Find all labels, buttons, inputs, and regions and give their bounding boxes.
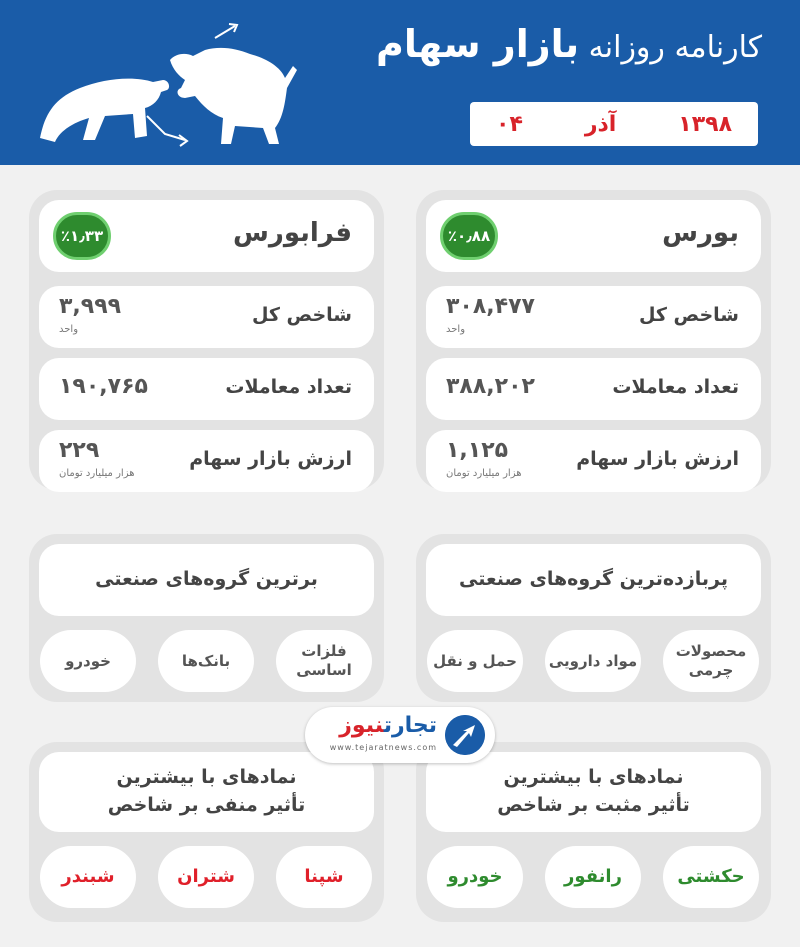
group-item: محصولات چرمی	[663, 630, 759, 692]
negative-symbols-title: نمادهای با بیشترین تأثیر منفی بر شاخص	[39, 752, 374, 832]
busiest-groups-title: پربازده‌ترین گروه‌های صنعتی	[426, 544, 761, 616]
farabourse-row-index: شاخص کل ۳,۹۹۹ واحد	[39, 286, 374, 348]
bourse-row-value: ارزش بازار سهام ۱,۱۲۵ هزار میلیارد تومان	[426, 430, 761, 492]
group-item: مواد دارویی	[545, 630, 641, 692]
symbol-item: شبندر	[40, 846, 136, 908]
header-banner	[0, 0, 800, 165]
symbol-item: خودرو	[427, 846, 523, 908]
group-item: حمل و نقل	[427, 630, 523, 692]
bourse-header: بورس ٪۰٫۸۸	[426, 200, 761, 272]
date-day: ۰۴	[496, 111, 523, 137]
top-groups-title: برترین گروه‌های صنعتی	[39, 544, 374, 616]
bourse-row-trades: تعداد معاملات ۳۸۸,۲۰۲	[426, 358, 761, 420]
bourse-change-badge: ٪۰٫۸۸	[440, 212, 498, 260]
bull-bear-icon	[35, 18, 305, 158]
positive-symbols-card	[416, 742, 771, 922]
group-item: بانک‌ها	[158, 630, 254, 692]
logo-url: www.tejaratnews.com	[329, 743, 437, 752]
bourse-row-index: شاخص کل ۳۰۸,۴۷۷ واحد	[426, 286, 761, 348]
group-item: فلزات اساسی	[276, 630, 372, 692]
bull-icon	[170, 48, 297, 144]
farabourse-row-value: ارزش بازار سهام ۲۲۹ هزار میلیارد تومان	[39, 430, 374, 492]
arrow-logo-icon	[445, 715, 485, 755]
symbol-item: شتران	[158, 846, 254, 908]
date-bar	[470, 102, 758, 146]
logo-name: تجارتنیوز	[339, 713, 437, 738]
page-title: کارنامه روزانه بازار سهام	[376, 22, 762, 66]
group-item: خودرو	[40, 630, 136, 692]
farabourse-header: فرابورس ٪۱٫۳۳	[39, 200, 374, 272]
busiest-groups-card	[416, 534, 771, 702]
date-month: آذر	[584, 111, 617, 137]
farabourse-row-trades: تعداد معاملات ۱۹۰,۷۶۵	[39, 358, 374, 420]
farabourse-card	[29, 190, 384, 490]
symbol-item: رانفور	[545, 846, 641, 908]
farabourse-change-badge: ٪۱٫۳۳	[53, 212, 111, 260]
positive-symbols-title: نمادهای با بیشترین تأثیر مثبت بر شاخص	[426, 752, 761, 832]
bear-icon	[40, 79, 169, 142]
bourse-card	[416, 190, 771, 490]
top-groups-card	[29, 534, 384, 702]
date-year: ۱۳۹۸	[678, 111, 732, 137]
symbol-item: حکشتی	[663, 846, 759, 908]
symbol-item: شپنا	[276, 846, 372, 908]
tejaratnews-logo[interactable]	[305, 707, 495, 763]
negative-symbols-card	[29, 742, 384, 922]
